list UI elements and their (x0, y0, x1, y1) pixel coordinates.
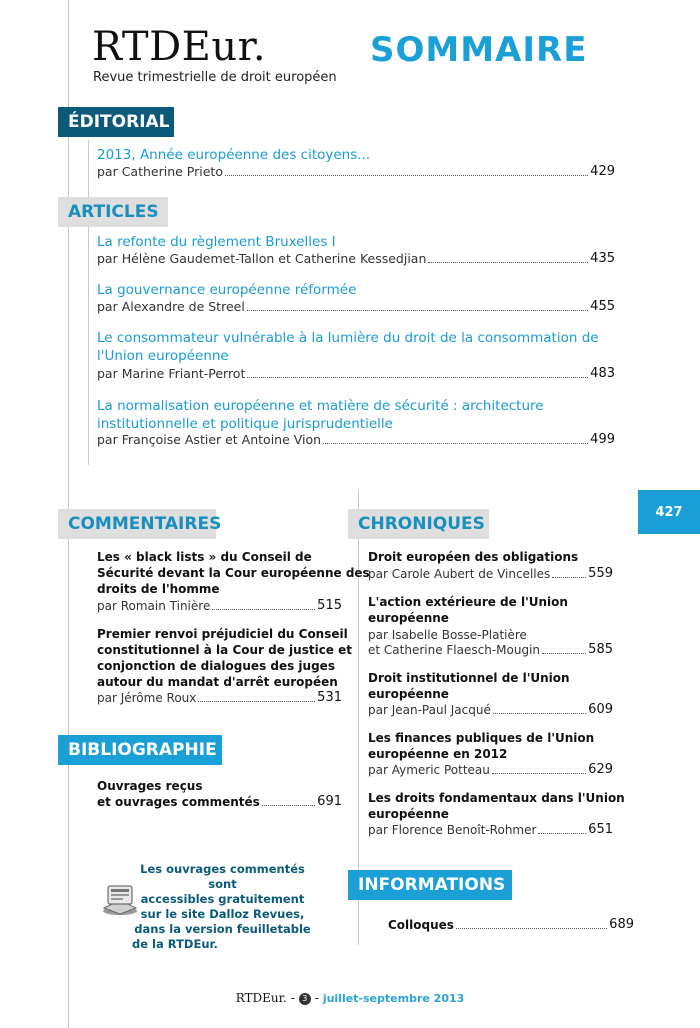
author: par Romain Tinière (97, 599, 211, 613)
commentaire-title[interactable]: droits de l'homme (97, 582, 220, 596)
chronique-title[interactable]: Droit européen des obligations (368, 550, 579, 564)
commentaire-byline (97, 598, 342, 614)
commentaire-byline (97, 690, 342, 706)
chronique-title[interactable]: européenne en 2012 (368, 747, 508, 761)
journal-subtitle: Revue trimestrielle de droit européen (93, 70, 337, 85)
chronique-byline (368, 642, 613, 658)
page-number: 609 (588, 702, 613, 717)
page-number: 499 (590, 432, 615, 447)
articles-rule (88, 140, 89, 465)
footer-separator: - (310, 991, 323, 1005)
article-title-line2[interactable]: institutionnelle et politique jurisprudentielle (97, 416, 393, 432)
page-number: 429 (590, 164, 615, 179)
author: par Alexandre de Streel (97, 299, 245, 314)
note-line: dans la version feuilletable (134, 922, 311, 936)
author: par Marine Friant-Perrot (97, 366, 246, 381)
commentaire-title[interactable]: conjonction de dialogues des juges (97, 659, 335, 673)
page-number: 515 (317, 598, 342, 613)
section-articles-heading: ARTICLES (58, 197, 168, 227)
article-title[interactable]: Le consommateur vulnérable à la lumière du droit de la consommation de (97, 330, 599, 346)
page-number-tab: 427 (638, 490, 700, 534)
footer-brand: RTDEur. (235, 991, 287, 1005)
article-title[interactable]: La refonte du règlement Bruxelles I (97, 234, 336, 250)
author: par Françoise Astier et Antoine Vion (97, 432, 322, 447)
commentaire-title[interactable]: constitutionnel à la Cour de justice et (97, 643, 352, 657)
article-byline (97, 299, 615, 315)
page-number: 531 (317, 690, 342, 705)
page-number: 483 (590, 366, 615, 381)
note-line: Les ouvrages commentés sont (140, 862, 305, 891)
author: par Catherine Prieto (97, 164, 223, 179)
page-number: 435 (590, 251, 615, 266)
page-number: 691 (317, 794, 342, 809)
page-number: 629 (588, 762, 613, 777)
chronique-title[interactable]: Les finances publiques de l'Union (368, 731, 595, 745)
author: par Isabelle Bosse-Platière (368, 628, 527, 642)
page-title: SOMMAIRE (370, 30, 588, 70)
section-editorial-heading: ÉDITORIAL (58, 107, 174, 137)
bibliographie-line: et ouvrages commentés (97, 795, 260, 809)
section-bibliographie-heading: BIBLIOGRAPHIE (58, 735, 222, 765)
page-number: 559 (588, 566, 613, 581)
issue-number-badge: 3 (299, 993, 311, 1005)
article-title[interactable]: La gouvernance européenne réformée (97, 282, 357, 298)
chronique-byline (368, 822, 613, 838)
journal-brand: RTDEur. (92, 24, 267, 70)
availability-note (130, 862, 315, 952)
note-line: sur le site Dalloz Revues, (140, 907, 305, 921)
article-title-line2[interactable]: l'Union européenne (97, 348, 229, 364)
section-chroniques-heading: CHRONIQUES (348, 509, 489, 539)
chronique-byline (368, 762, 613, 778)
chronique-author-line (368, 627, 613, 643)
section-commentaires-heading: COMMENTAIRES (58, 509, 216, 539)
commentaire-title[interactable]: autour du mandat d'arrêt européen (97, 675, 338, 689)
author: par Jérôme Roux (97, 691, 197, 705)
editorial-byline (97, 164, 615, 180)
page-number: 455 (590, 299, 615, 314)
article-byline (97, 366, 615, 382)
article-title[interactable]: La normalisation européenne et matière de sécurité : architecture (97, 398, 544, 414)
footer-separator: - (286, 991, 299, 1005)
author: par Jean-Paul Jacqué (368, 703, 491, 717)
informations-byline (388, 917, 634, 933)
footer-date: juillet-septembre 2013 (322, 992, 465, 1005)
chronique-byline (368, 702, 613, 718)
note-line: accessibles gratuitement (140, 892, 305, 906)
informations-item[interactable]: Colloques (388, 918, 454, 932)
author: et Catherine Flaesch-Mougin (368, 643, 541, 657)
chronique-title[interactable]: Droit institutionnel de l'Union (368, 671, 570, 685)
page-number: 651 (588, 822, 613, 837)
bibliographie-line[interactable]: Ouvrages reçus (97, 779, 203, 793)
chronique-title[interactable]: européenne (368, 687, 449, 701)
chronique-title[interactable]: Les droits fondamentaux dans l'Union (368, 791, 625, 805)
author: par Florence Benoît-Rohmer (368, 823, 537, 837)
commentaire-title[interactable]: Premier renvoi préjudiciel du Conseil (97, 627, 348, 641)
article-byline (97, 432, 615, 448)
page-footer (0, 990, 700, 1007)
bibliographie-byline (97, 794, 342, 810)
author: par Carole Aubert de Vincelles (368, 567, 551, 581)
commentaire-title[interactable]: Sécurité devant la Cour européenne des (97, 566, 370, 580)
note-line: de la RTDEur. (132, 937, 218, 951)
chronique-title[interactable]: L'action extérieure de l'Union (368, 595, 568, 609)
page-number: 585 (588, 642, 613, 657)
article-byline (97, 251, 615, 267)
author: par Aymeric Potteau (368, 763, 490, 777)
chronique-title[interactable]: européenne (368, 807, 449, 821)
author: par Hélène Gaudemet-Tallon et Catherine Kessedjian (97, 251, 427, 266)
page-number: 689 (609, 917, 634, 932)
section-informations-heading: INFORMATIONS (348, 870, 512, 900)
chronique-byline (368, 566, 613, 582)
editorial-title[interactable]: 2013, Année européenne des citoyens... (97, 147, 371, 163)
commentaire-title[interactable]: Les « black lists » du Conseil de (97, 550, 312, 564)
chronique-title[interactable]: européenne (368, 611, 449, 625)
